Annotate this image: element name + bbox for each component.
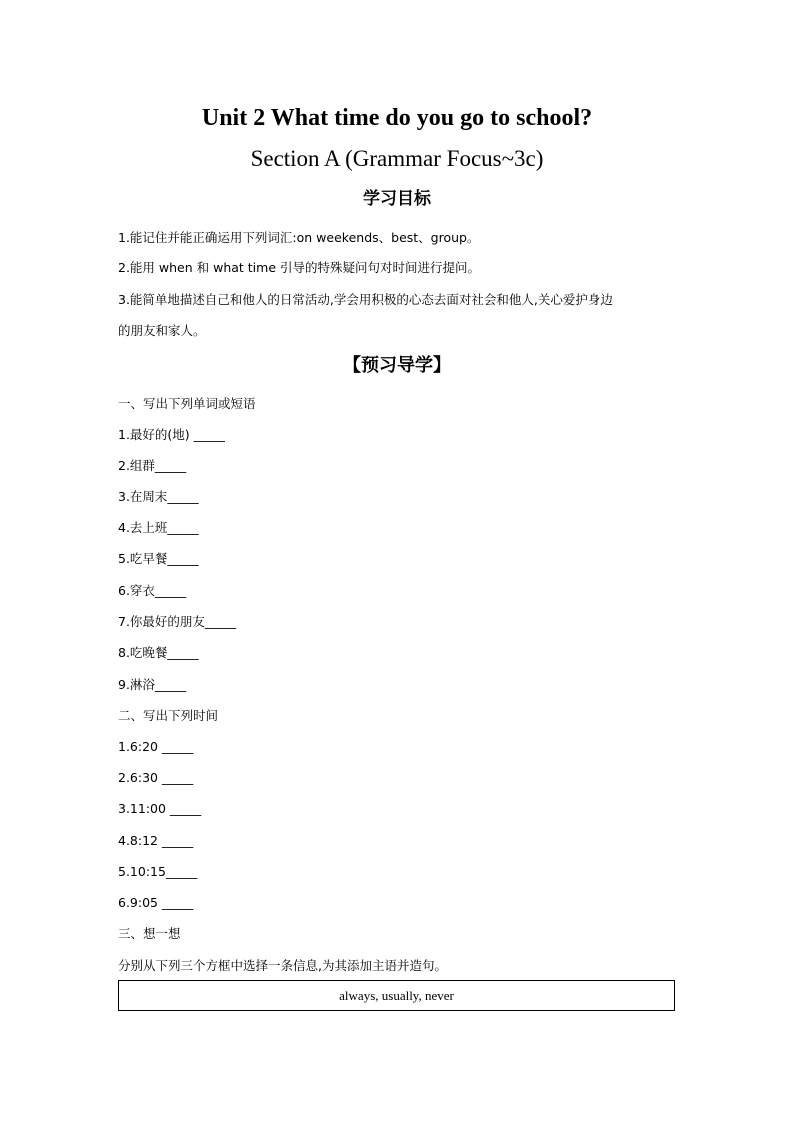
word-box xyxy=(118,980,675,1011)
document-title: Unit 2 What time do you go to school? xyxy=(201,105,593,131)
vocab-item: 1.最好的(地) _____ xyxy=(118,427,225,442)
section-title: 三、想一想 xyxy=(118,926,181,941)
section-title: 一、写出下列单词或短语 xyxy=(118,396,256,411)
time-item: 3.11:00 _____ xyxy=(118,801,202,816)
section-title: 二、写出下列时间 xyxy=(118,708,219,723)
document-subtitle: Section A (Grammar Focus~3c) xyxy=(250,146,544,171)
time-item: 2.6:30 _____ xyxy=(118,770,194,785)
vocab-item: 9.淋浴_____ xyxy=(118,677,187,692)
time-item: 1.6:20 _____ xyxy=(118,739,194,754)
vocab-item: 6.穿衣_____ xyxy=(118,583,187,598)
time-item: 5.10:15_____ xyxy=(118,864,198,879)
vocab-item: 2.组群_____ xyxy=(118,458,187,473)
section-instruction: 分别从下列三个方框中选择一条信息,为其添加主语并造句。 xyxy=(118,958,447,973)
time-item: 4.8:12 _____ xyxy=(118,833,194,848)
goal-item: 3.能简单地描述自己和他人的日常活动,学会用积极的心态去面对社会和他人,关心爱护身边 xyxy=(118,292,613,307)
vocab-item: 5.吃早餐_____ xyxy=(118,551,199,566)
goals-heading: 学习目标 xyxy=(363,189,431,209)
preview-heading: 【预习导学】 xyxy=(343,355,451,376)
vocab-item: 8.吃晚餐_____ xyxy=(118,645,199,660)
goal-item: 1.能记住并能正确运用下列词汇:on weekends、best、group。 xyxy=(118,230,480,245)
time-item: 6.9:05 _____ xyxy=(118,895,194,910)
word-box-text: always, usually, never xyxy=(339,987,454,1003)
vocab-item: 7.你最好的朋友_____ xyxy=(118,614,237,629)
goal-item-continued: 的朋友和家人。 xyxy=(118,323,206,338)
vocab-item: 4.去上班_____ xyxy=(118,520,199,535)
vocab-item: 3.在周末_____ xyxy=(118,489,199,504)
goal-item: 2.能用 when 和 what time 引导的特殊疑问句对时间进行提问。 xyxy=(118,260,481,275)
